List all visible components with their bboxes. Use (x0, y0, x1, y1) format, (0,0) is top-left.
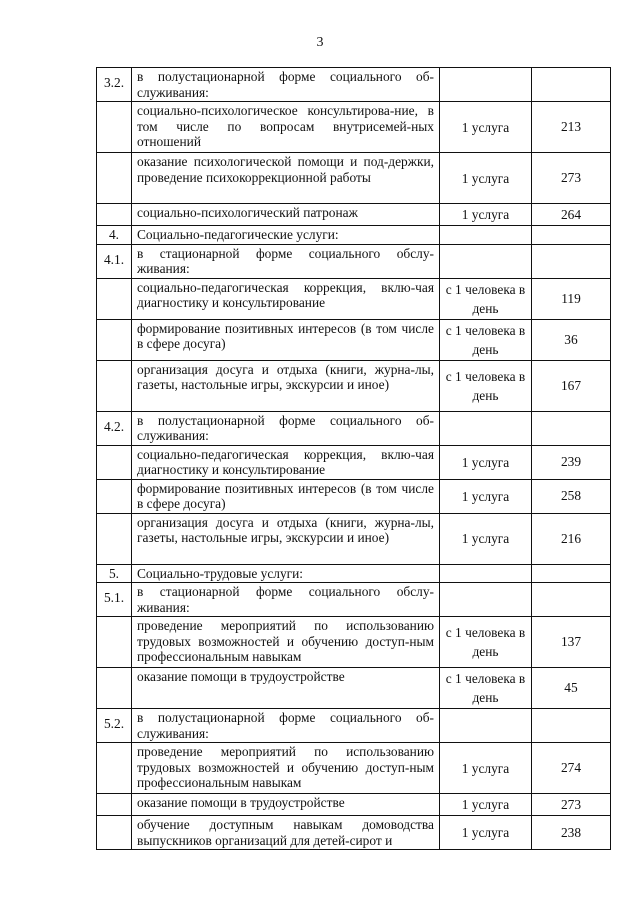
page-number: 3 (316, 35, 324, 50)
price-cell (532, 226, 611, 245)
service-name-cell: социально-психологическое консультирова-ние, в том числе по вопросам внутрисемей-ных отношений (132, 102, 440, 153)
row-number-cell: 5.1. (97, 583, 132, 617)
service-name-cell: в стационарной форме социального обслу-живания: (132, 244, 440, 278)
price-cell: 216 (532, 513, 611, 564)
row-number-cell (97, 668, 132, 709)
service-name-cell: в полустационарной форме социального об-служивания: (132, 411, 440, 445)
unit-cell (440, 583, 532, 617)
service-name-cell: организация досуга и отдыха (книги, журна-лы, газеты, настольные игры, экскурсии и иное) (132, 360, 440, 411)
table-row (97, 513, 611, 564)
table-row (97, 743, 611, 794)
unit-cell (440, 411, 532, 445)
unit-cell (440, 244, 532, 278)
price-cell: 119 (532, 278, 611, 319)
unit-cell: 1 услуга (440, 794, 532, 816)
table-row (97, 816, 611, 850)
row-number-cell: 4.1. (97, 244, 132, 278)
service-name-cell: формирование позитивных интересов (в том числе в сфере досуга) (132, 319, 440, 360)
table-body (97, 68, 611, 850)
price-cell (532, 244, 611, 278)
row-number-cell (97, 743, 132, 794)
price-cell: 45 (532, 668, 611, 709)
services-tariff-table (96, 67, 611, 850)
row-number-cell (97, 360, 132, 411)
service-name-cell: проведение мероприятий по использованию трудовых возможностей и обучению доступ-ным профессиональным навыкам (132, 617, 440, 668)
price-cell (532, 583, 611, 617)
row-number-cell: 4.2. (97, 411, 132, 445)
table-row (97, 445, 611, 479)
table-row (97, 564, 611, 583)
service-name-cell: оказание помощи в трудоустройстве (132, 668, 440, 709)
price-cell (532, 709, 611, 743)
row-number-cell (97, 816, 132, 850)
row-number-cell (97, 479, 132, 513)
row-number-cell (97, 617, 132, 668)
table-row (97, 411, 611, 445)
price-cell: 273 (532, 153, 611, 204)
unit-cell: 1 услуга (440, 816, 532, 850)
service-name-cell: оказание психологической помощи и под-держки, проведение психокоррекционной работы (132, 153, 440, 204)
price-cell: 167 (532, 360, 611, 411)
table-row (97, 153, 611, 204)
service-name-cell: обучение доступным навыкам домоводства выпускников организаций для детей-сирот и (132, 816, 440, 850)
unit-cell: 1 услуга (440, 445, 532, 479)
price-cell: 36 (532, 319, 611, 360)
service-name-cell: проведение мероприятий по использованию трудовых возможностей и обучению доступ-ным профессиональным навыкам (132, 743, 440, 794)
unit-cell: с 1 человека в день (440, 319, 532, 360)
service-name-cell: Социально-педагогические услуги: (132, 226, 440, 245)
price-cell: 238 (532, 816, 611, 850)
unit-cell (440, 564, 532, 583)
row-number-cell (97, 513, 132, 564)
unit-cell: 1 услуга (440, 153, 532, 204)
service-name-cell: Социально-трудовые услуги: (132, 564, 440, 583)
table-row (97, 668, 611, 709)
price-cell: 273 (532, 794, 611, 816)
service-name-cell: в стационарной форме социального обслу-живания: (132, 583, 440, 617)
row-number-cell (97, 153, 132, 204)
price-cell: 239 (532, 445, 611, 479)
table-row (97, 68, 611, 102)
table-row (97, 709, 611, 743)
table-row (97, 794, 611, 816)
unit-cell (440, 709, 532, 743)
row-number-cell (97, 794, 132, 816)
service-name-cell: социально-психологический патронаж (132, 204, 440, 226)
table-row (97, 244, 611, 278)
unit-cell: с 1 человека в день (440, 278, 532, 319)
unit-cell: 1 услуга (440, 102, 532, 153)
row-number-cell (97, 102, 132, 153)
table-row (97, 583, 611, 617)
price-cell: 137 (532, 617, 611, 668)
price-cell (532, 411, 611, 445)
price-cell (532, 564, 611, 583)
service-name-cell: формирование позитивных интересов (в том числе в сфере досуга) (132, 479, 440, 513)
unit-cell: 1 услуга (440, 204, 532, 226)
service-name-cell: в полустационарной форме социального об-служивания: (132, 68, 440, 102)
row-number-cell (97, 204, 132, 226)
price-cell: 213 (532, 102, 611, 153)
table-row (97, 319, 611, 360)
unit-cell: с 1 человека в день (440, 360, 532, 411)
table-row (97, 226, 611, 245)
unit-cell: 1 услуга (440, 513, 532, 564)
unit-cell (440, 68, 532, 102)
service-name-cell: в полустационарной форме социального об-служивания: (132, 709, 440, 743)
table-row (97, 360, 611, 411)
unit-cell: 1 услуга (440, 743, 532, 794)
table-row (97, 479, 611, 513)
unit-cell: с 1 человека в день (440, 668, 532, 709)
row-number-cell: 4. (97, 226, 132, 245)
row-number-cell: 5.2. (97, 709, 132, 743)
table-row (97, 278, 611, 319)
row-number-cell (97, 319, 132, 360)
row-number-cell: 3.2. (97, 68, 132, 102)
service-name-cell: оказание помощи в трудоустройстве (132, 794, 440, 816)
price-cell: 274 (532, 743, 611, 794)
unit-cell: 1 услуга (440, 479, 532, 513)
unit-cell: с 1 человека в день (440, 617, 532, 668)
service-name-cell: социально-педагогическая коррекция, вклю-чая диагностику и консультирование (132, 278, 440, 319)
table-row (97, 102, 611, 153)
price-cell (532, 68, 611, 102)
price-cell: 264 (532, 204, 611, 226)
service-name-cell: организация досуга и отдыха (книги, журна-лы, газеты, настольные игры, экскурсии и иное) (132, 513, 440, 564)
table-row (97, 204, 611, 226)
service-name-cell: социально-педагогическая коррекция, вклю-чая диагностику и консультирование (132, 445, 440, 479)
table-row (97, 617, 611, 668)
row-number-cell (97, 278, 132, 319)
row-number-cell: 5. (97, 564, 132, 583)
price-cell: 258 (532, 479, 611, 513)
row-number-cell (97, 445, 132, 479)
unit-cell (440, 226, 532, 245)
